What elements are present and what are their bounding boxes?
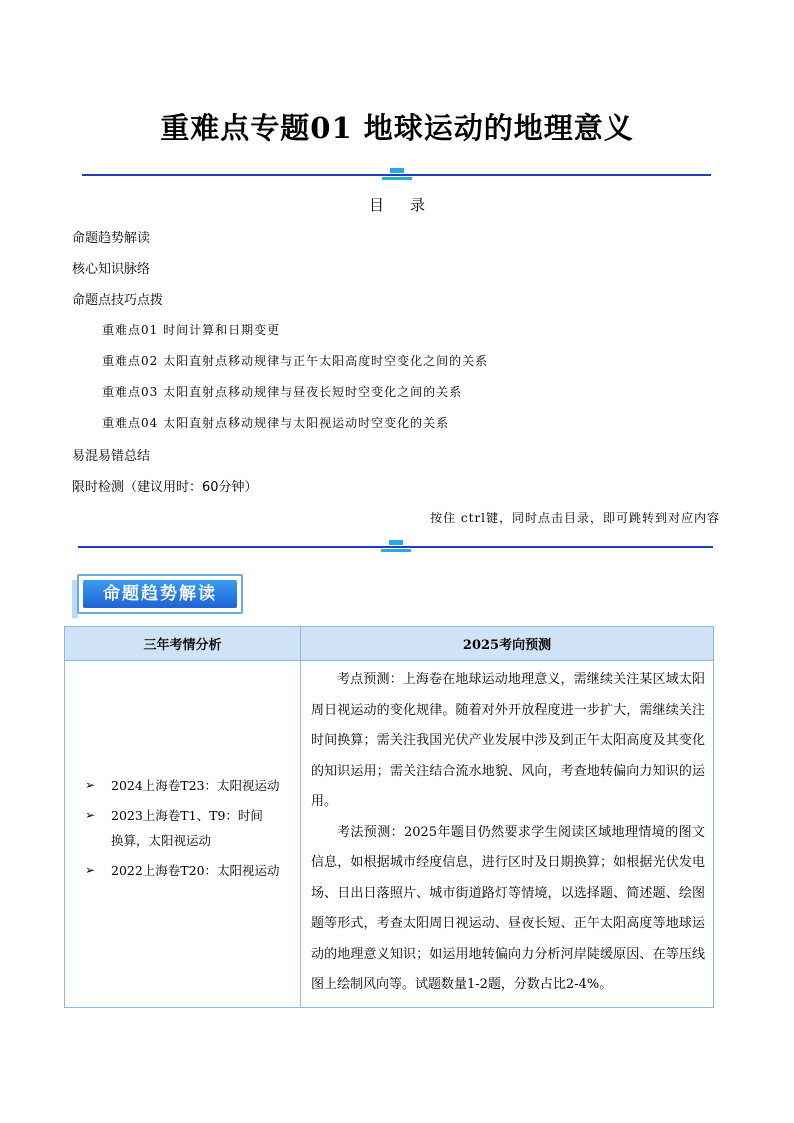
toc-heading: 目录 bbox=[368, 196, 451, 214]
forecast-cell bbox=[301, 661, 714, 1008]
section-badge bbox=[77, 574, 243, 614]
navigation-hint: 按住 ctrl键，同时点击目录，即可跳转到对应内容 bbox=[430, 511, 720, 525]
exam-text: 2023上海卷T1、T9：时间换算，太阳视运动 bbox=[111, 808, 263, 848]
exam-text: 2022上海卷T20：太阳视运动 bbox=[111, 863, 280, 878]
arrow-bullet-icon: ➢ bbox=[85, 863, 96, 877]
trend-table bbox=[64, 626, 714, 1008]
arrow-bullet-icon: ➢ bbox=[85, 778, 96, 792]
list-item bbox=[85, 773, 297, 798]
toc-item-trend[interactable]: 命题趋势解读 bbox=[72, 231, 151, 246]
divider-mark-lower bbox=[381, 549, 411, 552]
divider-mark bbox=[390, 168, 404, 173]
page-title: 重难点专题01 地球运动的地理意义 bbox=[160, 111, 634, 145]
list-item bbox=[85, 858, 297, 883]
list-item bbox=[85, 803, 297, 853]
table-row bbox=[65, 661, 714, 1008]
toc-item-timed-test[interactable]: 限时检测（建议用时：60分钟） bbox=[72, 480, 258, 495]
arrow-bullet-icon: ➢ bbox=[85, 808, 96, 822]
divider-mark-lower bbox=[382, 177, 412, 180]
forecast-topic-paragraph: 考点预测：上海卷在地球运动地理意义，需继续关注某区域太阳周日视运动的变化规律。随着对外开放程度进一步扩大，需继续关注时间换算；需关注我国光伏产业发展中涉及到正午太阳高度及其变化的知识运用；需关注结合流水地貌、风向，考查地转偏向力知识的运用。 bbox=[311, 672, 705, 809]
exam-text: 2024上海卷T23：太阳视运动 bbox=[111, 778, 280, 793]
forecast-method-paragraph: 考法预测：2025年题目仍然要求学生阅读区域地理情境的图文信息，如根据城市经度信息，进行区时及日期换算；如根据光伏发电场、日出日落照片、城市街道路灯等情境，以选择题、简述题、绘图题等形式，考查太阳周日视运动、昼夜长短、正午太阳高度等地球运动的地理意义知识；如运用地转偏向力分析河岸陡缓原因、在等压线图上绘制风向等。试题数量1-2题，分数占比2-4%。 bbox=[311, 824, 705, 992]
toc-item-knowledge[interactable]: 核心知识脉络 bbox=[72, 262, 151, 277]
divider-mark bbox=[389, 540, 403, 545]
table-header-row bbox=[65, 627, 714, 661]
header-forecast: 2025考向预测 bbox=[301, 627, 714, 661]
toc-sub-item-02[interactable]: 重难点02 太阳直射点移动规律与正午太阳高度时空变化之间的关系 bbox=[102, 354, 489, 368]
past-exams-cell bbox=[65, 661, 301, 1008]
toc-sub-item-04[interactable]: 重难点04 太阳直射点移动规律与太阳视运动时空变化的关系 bbox=[102, 416, 450, 430]
toc-sub-item-03[interactable]: 重难点03 太阳直射点移动规律与昼夜长短时空变化之间的关系 bbox=[102, 385, 463, 399]
top-divider bbox=[82, 174, 711, 176]
toc-item-mistakes[interactable]: 易混易错总结 bbox=[72, 449, 151, 464]
exam-list bbox=[85, 773, 297, 883]
toc-sub-item-01[interactable]: 重难点01 时间计算和日期变更 bbox=[102, 323, 281, 337]
section-badge-label: 命题趋势解读 bbox=[83, 580, 237, 608]
header-past-exams: 三年考情分析 bbox=[65, 627, 301, 661]
section-divider bbox=[78, 546, 713, 548]
toc-item-skills[interactable]: 命题点技巧点拨 bbox=[72, 293, 164, 308]
